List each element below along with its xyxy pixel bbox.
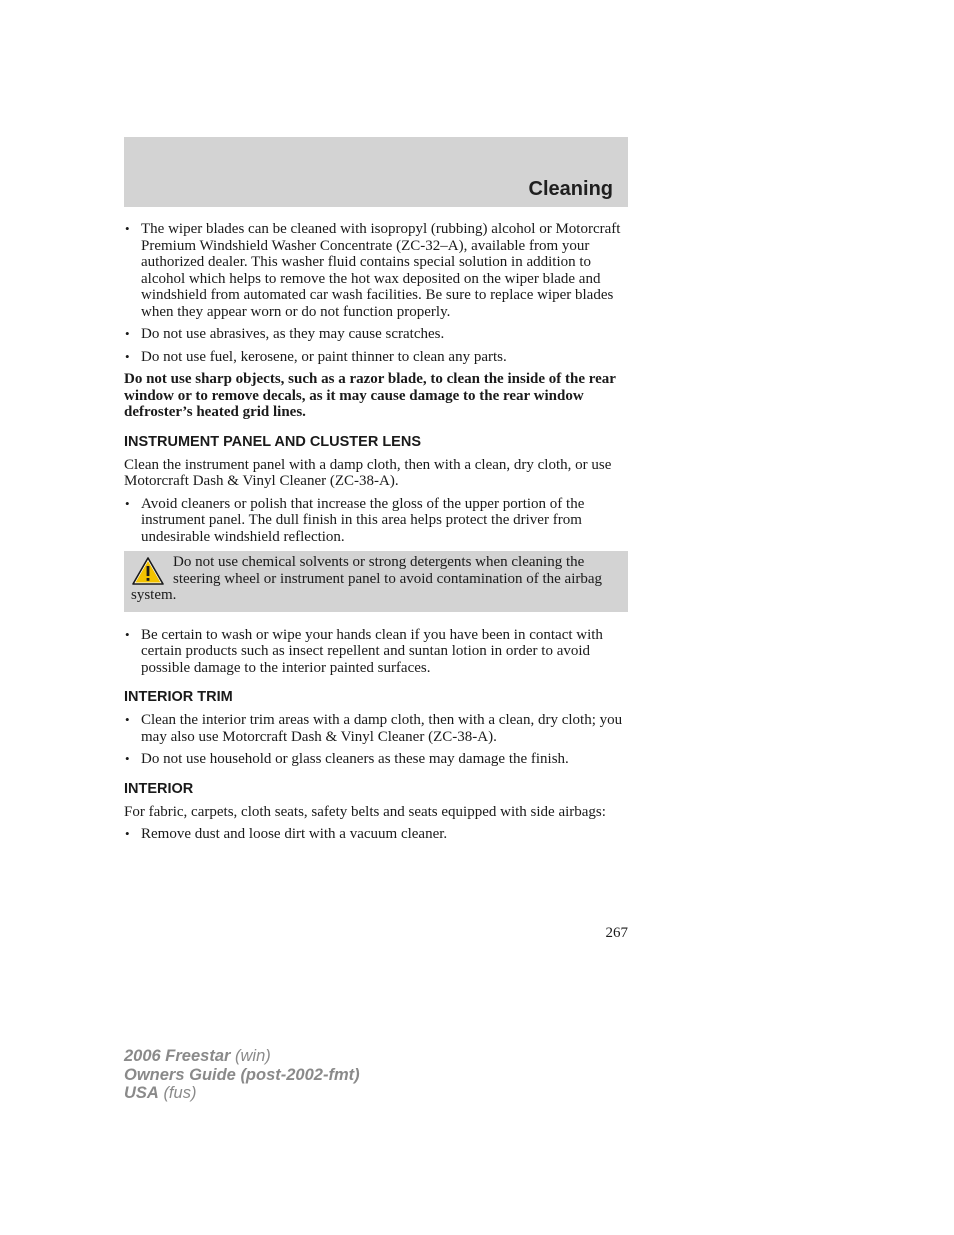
paragraph-instrument-panel: Clean the instrument panel with a damp cloth, then with a clean, dry cloth, or use Motorcraft Dash & Vinyl Cleaner (ZC-38-A). — [124, 456, 612, 489]
bullet-symbol: • — [125, 495, 130, 511]
list-item-text: Do not use household or glass cleaners as these may damage the finish. — [141, 751, 569, 767]
warning-text: Do not use chemical solvents or strong detergents when cleaning the steering wheel or instrument panel to avoid contamination of the airbag system. — [131, 554, 603, 603]
bullet-symbol: • — [125, 326, 130, 341]
bold-caution-note: Do not use sharp objects, such as a razor blade, to clean the inside of the rear window or to remove decals, as it may cause damage to the rear window defroster’s heated grid lines. — [124, 371, 616, 420]
list-item-text: Be certain to wash or wipe your hands clean if you have been in contact with certain products such as insect repellent and suntan lotion in order to avoid possible damage to the interior painted surfaces. — [141, 626, 603, 676]
list-item-text: Avoid cleaners or polish that increase the gloss of the upper portion of the instrument panel. The dull finish in this area helps protect the driver from undesirable windshield reflection. — [141, 495, 585, 545]
bullet-symbol: • — [125, 626, 130, 642]
section-title: Cleaning — [528, 178, 613, 200]
bullet-symbol: • — [125, 348, 130, 364]
page-content — [124, 221, 628, 849]
document-footer — [124, 1047, 360, 1103]
footer-line-2 — [124, 1066, 360, 1085]
footer-line-3 — [124, 1084, 360, 1103]
list-item-text: Do not use fuel, kerosene, or paint thinner to clean any parts. — [141, 348, 507, 365]
list-item — [124, 826, 628, 843]
footer-guide: Owners Guide (post-2002-fmt) — [124, 1065, 360, 1084]
bullet-symbol: • — [125, 751, 130, 766]
warning-box — [124, 551, 628, 612]
footer-market-code: (fus) — [163, 1084, 197, 1102]
bullet-symbol: • — [125, 826, 130, 841]
list-item — [124, 349, 628, 366]
footer-line-1 — [124, 1047, 360, 1066]
list-item — [124, 712, 628, 745]
list-item — [124, 751, 628, 768]
list-item-text: Do not use abrasives, as they may cause scratches. — [141, 326, 445, 342]
list-item — [124, 221, 628, 320]
list-item-text: Clean the interior trim areas with a damp cloth, then with a clean, dry cloth; you may also use Motorcraft Dash & Vinyl Cleaner (ZC-38-A). — [141, 712, 623, 745]
paragraph-interior: For fabric, carpets, cloth seats, safety belts and seats equipped with side airbags: — [124, 803, 606, 820]
section-header-band — [124, 137, 628, 207]
footer-market: USA — [124, 1084, 159, 1102]
bullet-symbol: • — [125, 712, 130, 727]
heading-interior: INTERIOR — [124, 780, 194, 797]
list-item — [124, 326, 628, 343]
list-item — [124, 627, 628, 677]
footer-model: 2006 Freestar — [124, 1047, 231, 1065]
list-item-text: Remove dust and loose dirt with a vacuum cleaner. — [141, 826, 448, 842]
footer-model-code: (win) — [235, 1047, 271, 1065]
list-item — [124, 496, 628, 546]
list-item-text: The wiper blades can be cleaned with isopropyl (rubbing) alcohol or Motorcraft Premium Windshield Washer Concentrate (ZC-32–A), available from your authorized dealer. This washer fluid contains special solution in addition to alcohol which helps to remove the hot wax deposited on the wiper blade and windshield from automated car wash facilities. Be sure to replace wiper blades when they appear worn or do not function properly. — [141, 221, 621, 320]
heading-interior-trim: INTERIOR TRIM — [124, 689, 233, 705]
warning-triangle-icon — [131, 556, 165, 586]
heading-instrument-panel: INSTRUMENT PANEL AND CLUSTER LENS — [124, 433, 421, 450]
page-number: 267 — [605, 925, 628, 941]
bullet-symbol: • — [125, 221, 130, 236]
